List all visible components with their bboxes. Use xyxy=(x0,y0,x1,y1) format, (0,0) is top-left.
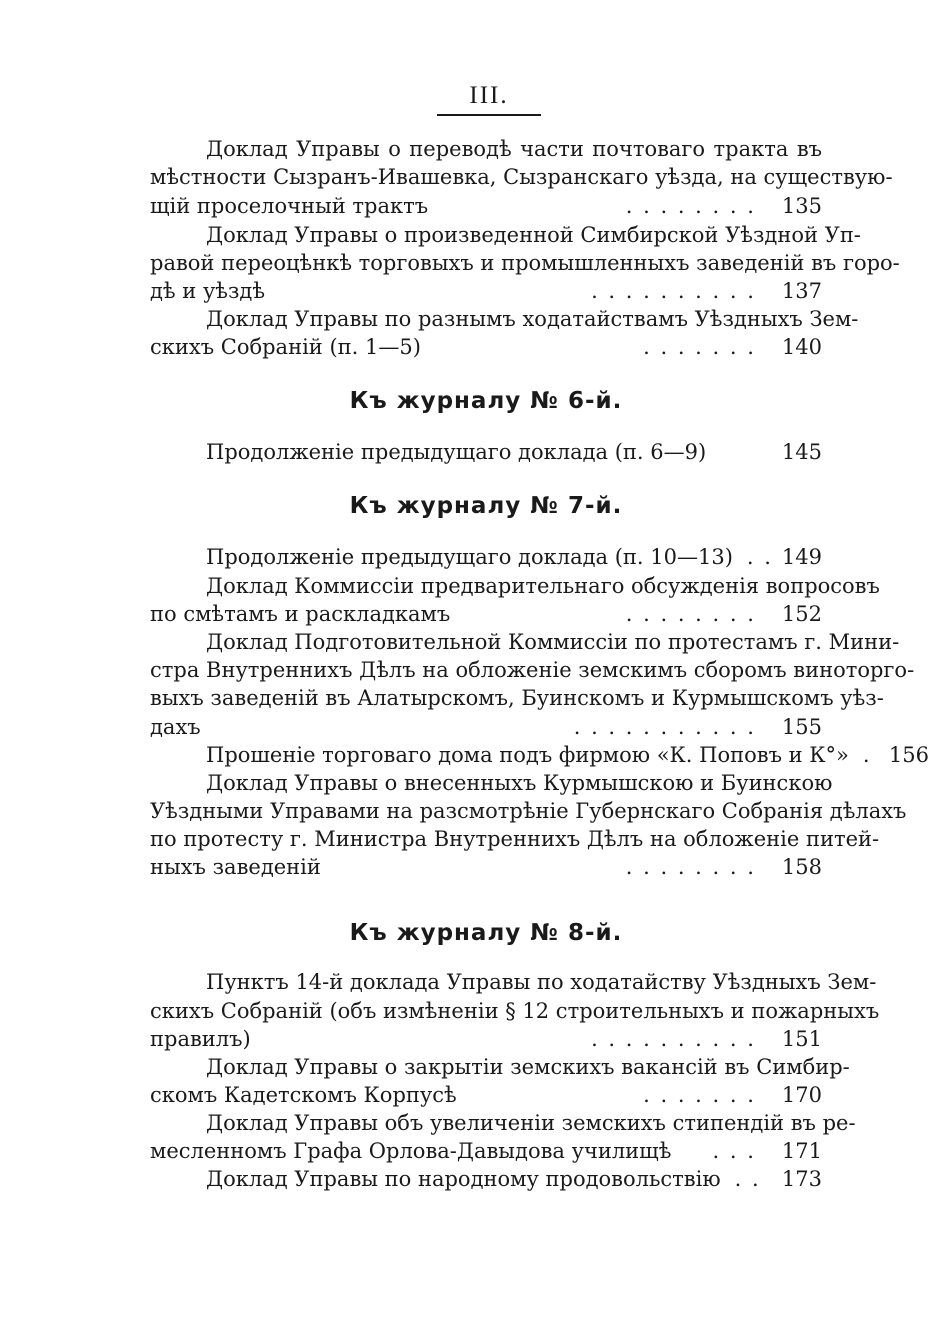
dot-leader: . . xyxy=(746,545,773,569)
dot-leader: . . . xyxy=(712,1139,756,1163)
toc-entry-last-line xyxy=(150,1080,822,1110)
toc-entry-last-line xyxy=(150,1136,822,1166)
toc-line: Доклад Управы о внесенныхъ Курмышскою и Буинскою xyxy=(206,771,833,795)
dot-leader: . . . . . . . . . . xyxy=(591,1027,756,1051)
section-heading: Къ журналу № 6-й. xyxy=(349,388,623,414)
toc-line: скихъ Собраній (объ измѣненіи § 12 строительныхъ и пожарныхъ xyxy=(150,999,880,1023)
toc-line: Доклад Коммиссіи предварительнаго обсужденія вопросовъ xyxy=(206,574,880,598)
page-number-rule xyxy=(437,114,541,116)
page-ref: 149 xyxy=(781,545,822,569)
toc-line: Доклад Управы объ увеличеніи земскихъ стипендій въ ре- xyxy=(206,1111,856,1135)
toc-line: мѣстности Сызранъ-Ивашевка, Сызранскаго уѣзда, на существую- xyxy=(150,165,893,189)
page-ref: 170 xyxy=(781,1083,822,1107)
toc-entry-last-line xyxy=(150,740,929,770)
page-number: III. xyxy=(469,82,509,109)
dot-leader: . . . . . . . . xyxy=(625,855,756,879)
page-ref: 173 xyxy=(781,1167,822,1191)
toc-line-text: щій проселочный трактъ xyxy=(150,194,429,218)
toc-entry-last-line xyxy=(150,852,822,882)
page-ref: 171 xyxy=(781,1139,822,1163)
toc-entry-last-line xyxy=(150,1164,822,1194)
page-ref: 152 xyxy=(781,602,822,626)
toc-line: стра Внутреннихъ Дѣлъ на обложеніе земскимъ сборомъ виноторго- xyxy=(150,658,915,682)
toc-line: Доклад Управы по разнымъ ходатайствамъ Уѣздныхъ Зем- xyxy=(206,307,859,331)
page-ref: 135 xyxy=(781,194,822,218)
toc-line: равой переоцѣнкѣ торговыхъ и промышленныхъ заведеній въ горо- xyxy=(150,251,900,275)
toc-line-text: Доклад Управы по народному продовольствію xyxy=(206,1167,721,1191)
toc-line-text: месленномъ Графа Орлова-Давыдова училищѣ xyxy=(150,1139,672,1163)
toc-line-text: скихъ Собраній (п. 1—5) xyxy=(150,335,421,359)
toc-entry-last-line xyxy=(150,712,822,742)
toc-line-text: скомъ Кадетскомъ Корпусѣ xyxy=(150,1083,457,1107)
page-ref: 140 xyxy=(781,335,822,359)
toc-line-text: дахъ xyxy=(150,715,201,739)
toc-entry-last-line xyxy=(150,542,822,572)
toc-entry-last-line xyxy=(150,599,822,629)
page-ref: 158 xyxy=(781,855,822,879)
toc-entry-last-line xyxy=(150,437,822,467)
section-heading: Къ журналу № 8-й. xyxy=(349,920,623,946)
toc-line: по протесту г. Министра Внутреннихъ Дѣлъ на обложеніе питей- xyxy=(150,827,880,851)
page-ref: 156 xyxy=(888,743,929,767)
page-ref: 137 xyxy=(781,279,822,303)
toc-line-text: правилъ) xyxy=(150,1027,251,1051)
toc-line-text: Прошеніе торговаго дома подъ фирмою «К. Поповъ и К°» xyxy=(206,743,849,767)
toc-line: Доклад Управы о переводѣ части почтоваго тракта въ xyxy=(206,137,822,161)
dot-leader: . . xyxy=(734,1167,761,1191)
dot-leader: . . . . . . . . xyxy=(625,602,756,626)
toc-line-text: по смѣтамъ и раскладкамъ xyxy=(150,602,451,626)
dot-leader: . . . . . . . . . . . xyxy=(573,715,756,739)
page-ref: 151 xyxy=(781,1027,822,1051)
dot-leader: . . . . . . . . xyxy=(625,194,756,218)
page-ref: 145 xyxy=(781,440,822,464)
toc-entry-last-line xyxy=(150,276,822,306)
toc-line-text: Продолженіе предыдущаго доклада (п. 6—9) xyxy=(206,440,707,464)
dot-leader: . . . . . . . xyxy=(643,335,756,359)
toc-line-text: ныхъ заведеній xyxy=(150,855,321,879)
section-heading: Къ журналу № 7-й. xyxy=(349,493,623,519)
toc-line-text: Продолженіе предыдущаго доклада (п. 10—13) xyxy=(206,545,733,569)
toc-line: Пунктъ 14-й доклада Управы по ходатайству Уѣздныхъ Зем- xyxy=(206,970,877,994)
toc-entry-last-line xyxy=(150,191,822,221)
toc-line: Доклад Подготовительной Коммиссіи по протестамъ г. Мини- xyxy=(206,630,900,654)
toc-line: Доклад Управы о произведенной Симбирской Уѣздной Уп- xyxy=(206,223,861,247)
page-ref: 155 xyxy=(781,715,822,739)
dot-leader: . . . . . . . . . . xyxy=(591,279,756,303)
toc-line-text: дѣ и уѣздѣ xyxy=(150,279,266,303)
toc-entry-last-line xyxy=(150,1024,822,1054)
toc-line: Уѣздными Управами на разсмотрѣніе Губернскаго Собранія дѣлахъ xyxy=(150,799,907,823)
toc-line: Доклад Управы о закрытіи земскихъ вакансій въ Симбир- xyxy=(206,1055,850,1079)
toc-entry-last-line xyxy=(150,332,822,362)
dot-leader: . . . . . . . xyxy=(643,1083,756,1107)
toc-line: выхъ заведеній въ Алатырскомъ, Буинскомъ и Курмышскомъ уѣз- xyxy=(150,686,884,710)
dot-leader: . xyxy=(862,743,872,767)
